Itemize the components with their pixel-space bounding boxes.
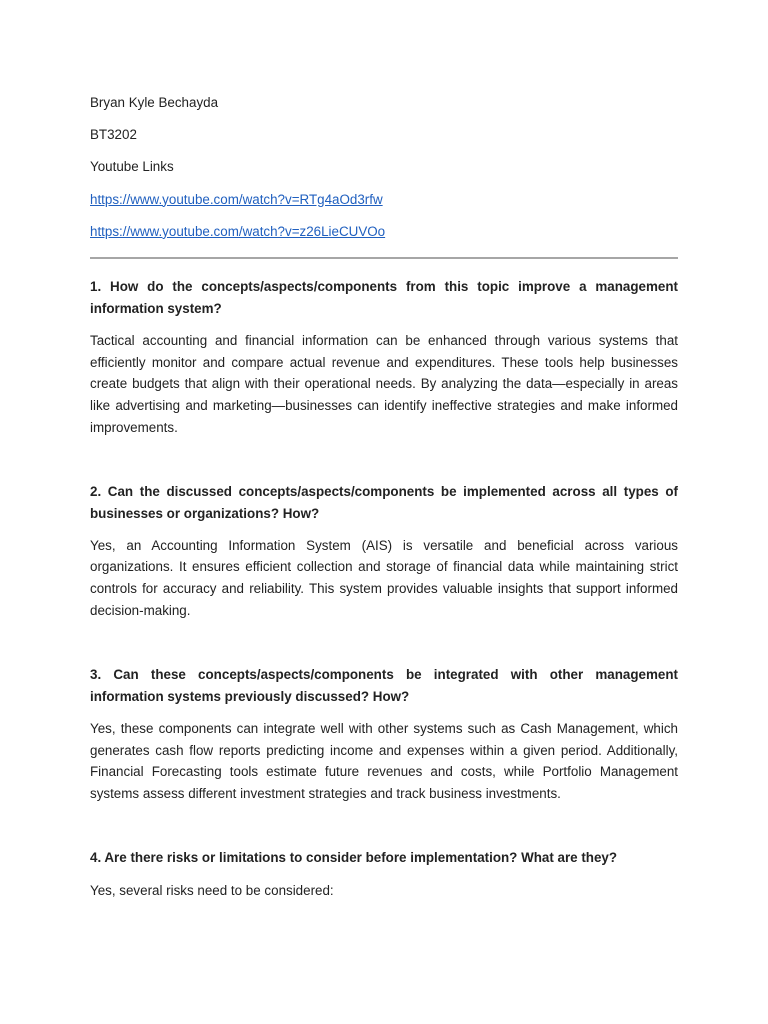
answer-4: Yes, several risks need to be considered: bbox=[90, 882, 334, 898]
horizontal-divider bbox=[90, 257, 678, 259]
author-name: Bryan Kyle Bechayda bbox=[90, 95, 219, 110]
question-3: 3. Can these concepts/aspects/components be integrated with other management information systems previously discussed? How? bbox=[90, 667, 678, 704]
section-code: BT3202 bbox=[90, 127, 137, 143]
answer-2: Yes, an Accounting Information System (AIS) is versatile and beneficial across various organizations. It ensures efficient collection and storage of financial data while maintaining strict controls for accuracy and reliability. This system provides valuable insights that support informed decision-making. bbox=[90, 537, 678, 618]
document-page bbox=[90, 92, 678, 901]
answer-1: Tactical accounting and financial information can be enhanced through various systems that efficiently monitor and compare actual revenue and expenditures. These tools help businesses create budgets that align with their operational needs. By analyzing the data—especially in areas like advertising and marketing—businesses can identify ineffective strategies and make informed improvements. bbox=[90, 333, 678, 435]
question-1: 1. How do the concepts/aspects/components from this topic improve a management information system? bbox=[90, 279, 678, 316]
question-2: 2. Can the discussed concepts/aspects/components be implemented across all types of businesses or organizations? How? bbox=[90, 484, 678, 521]
answer-3: Yes, these components can integrate well with other systems such as Cash Management, which generates cash flow reports predicting income and expenses within a given period. Additionally, Financial Forecasting tools estimate future revenues and costs, while Portfolio Management systems assess different investment strategies and track business investments. bbox=[90, 721, 678, 801]
question-4: 4. Are there risks or limitations to consider before implementation? What are they? bbox=[90, 850, 618, 866]
youtube-link-2[interactable]: https://www.youtube.com/watch?v=z26LieCUVOo bbox=[90, 223, 386, 239]
youtube-link-1[interactable]: https://www.youtube.com/watch?v=RTg4aOd3rfw bbox=[90, 191, 383, 207]
links-label: Youtube Links bbox=[90, 159, 174, 175]
